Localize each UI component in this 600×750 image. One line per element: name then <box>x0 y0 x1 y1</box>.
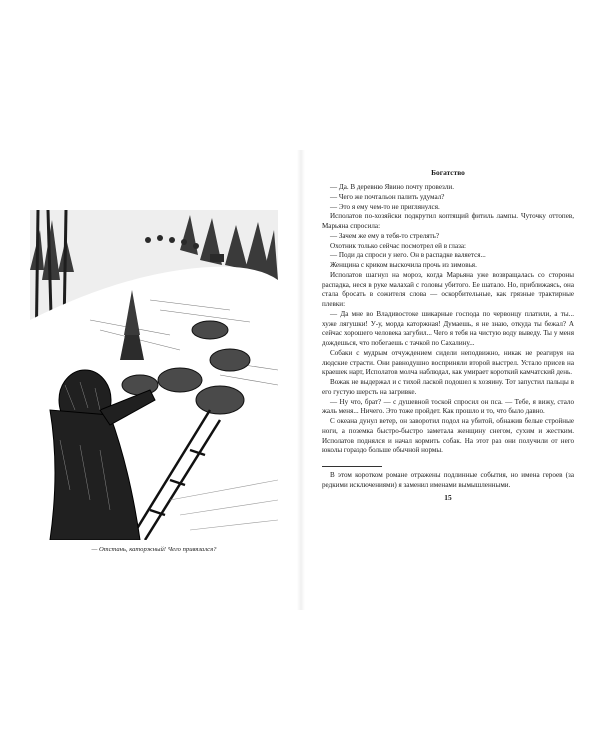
footnote-rule <box>322 466 382 467</box>
chapter-title: Богатство <box>431 168 465 177</box>
paragraph: Исполатов шагнул на мороз, когда Марьяна уже возвращалась со стороны распадка, неся в руке малахай с головы убитого. Ее шатало. Но, приближаясь, она стала бросать в сожителя слова — оскорбительные, как грязные трактирные плевки: <box>322 270 574 308</box>
sled-dogs-illustration <box>30 210 278 540</box>
paragraph: — Чего же почтальон палить удумал? <box>330 192 445 201</box>
paragraph: Собаки с мудрым отчуждением сидели неподвижно, никак не реагируя на людские страсти. Они равнодушно восприняли второй выстрел. Устало присев на краешек нарт, Исполатов молча наблюдал, как умирает короткий камчатский день. <box>322 348 574 377</box>
page-number: 15 <box>444 493 452 503</box>
illustration-drawing <box>30 210 278 540</box>
page-gutter <box>297 150 305 610</box>
paragraph: Вожак не выдержал и с тихой лаской подошел к хозяину. Тот запустил пальцы в его густую шерсть на загривке. <box>322 378 574 396</box>
paragraph: Охотник только сейчас посмотрел ей в глаза: <box>330 241 467 250</box>
paragraph: — Поди да спроси у него. Он в распадке валяется... <box>330 251 486 260</box>
illustration-caption: — Отстань, каторжный! Чего привязался? <box>91 546 217 553</box>
paragraph: С океана дунул ветер, он заворотил подол на убитой, обнажив белые стройные ноги, а поземка быстро-быстро заметала женщину снегом, сухим и жестким. Исполатов поднялся и начал кормить собак. На этот раз они получили от него юколы гораздо больше обычной нормы. <box>322 417 574 455</box>
paragraph: — Зачем же ему в тебя-то стрелять? <box>330 231 440 240</box>
body-text <box>322 183 574 456</box>
paragraph: — Да мне во Владивостоке шикарные господа по червонцу платили, а ты... хуже лягушки! У-у, морда каторжная! Думаешь, я не знаю, откуда ты бежал? А сейчас хорошего человека загубил... Чего я тебя на чистую воду выведу. Ты у меня дождешься, что побегаешь с тачкой по Сахалину... <box>322 309 574 347</box>
paragraph: Женщина с криком выскочила прочь из зимовья. <box>330 261 477 269</box>
footnote-text: В этом коротком романе отражены подлинные события, но имена героев (за редкими исключениями) я заменил именами вымышленными. <box>322 471 574 489</box>
footnote <box>322 471 574 490</box>
paragraph: — Ну что, брат? — с душевной тоской спросил он пса. — Тебе, я вижу, стало жаль меня... Ничего. Это тоже пройдет. Как прошло и то, что было давно. <box>322 397 574 416</box>
right-page <box>322 168 574 502</box>
paragraph: Исполатов по-хозяйски подкрутил коптящий фитиль лампы. Чуточку оттопев, Марьяна спросила: <box>322 212 574 230</box>
paragraph: — Да. В деревню Явино почту провезли. <box>330 183 454 191</box>
paragraph: — Это я ему чем-то не приглянулся. <box>330 202 440 211</box>
